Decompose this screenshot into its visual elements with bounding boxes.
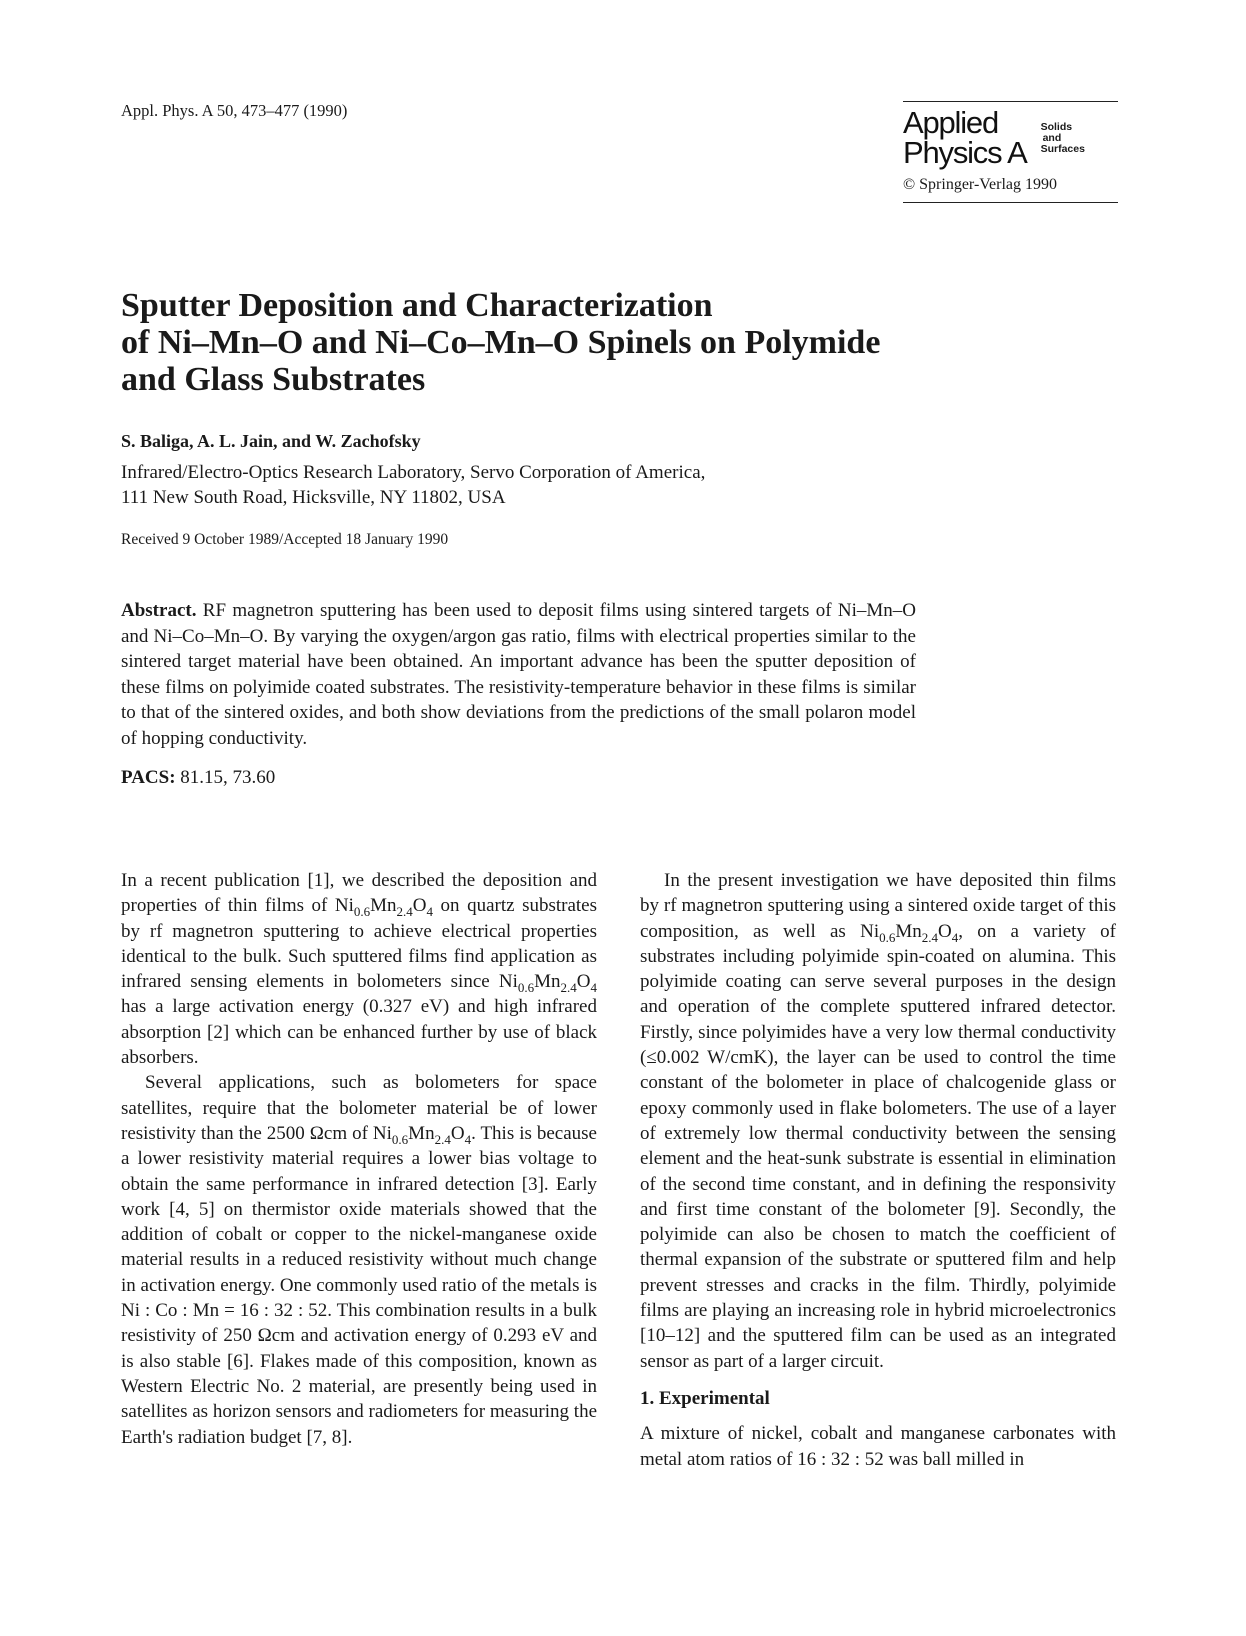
text-run: on quartz substrates by rf magnetron sputtering to achieve electrical properties identical to the bulk. Such sputtered films find application as infrared sensing elements in bolometers since xyxy=(121,895,598,993)
author-list: S. Baliga, A. L. Jain, and W. Zachofsky xyxy=(121,431,421,451)
journal-logo xyxy=(903,101,1118,203)
text-run: . This is because a lower resistivity material requires a lower bias voltage to obtain the same performance in infrared detection [3]. Early work [4, 5] on thermistor oxide materials showed that the addition of cobalt or copper to the nickel-manganese oxide material results in a reduced resistivity without much change in activation energy. One commonly used ratio of the metals is Ni : Co : Mn = 16 : 32 : 52. This combination results in a bulk resistivity of 250 Ωcm and activation energy of 0.293 eV and is also stable [6]. Flakes made of this composition, known as Western Electric No. 2 material, are presently being used in satellites as horizon sensors and radiometers for measuring the Earth's radiation budget [7, 8]. xyxy=(121,1122,597,1448)
received-dates: Received 9 October 1989/Accepted 18 January 1990 xyxy=(121,531,449,548)
affiliation-line-2: 111 New South Road, Hicksville, NY 11802, USA xyxy=(121,487,506,508)
paragraph xyxy=(121,1070,597,1449)
abstract-label: Abstract. xyxy=(121,600,197,621)
journal-section-word1: Solids xyxy=(1040,121,1073,133)
affiliation-line-1: Infrared/Electro-Optics Research Laboratory, Servo Corporation of America, xyxy=(121,462,706,483)
journal-logo-row xyxy=(903,105,1118,170)
abstract xyxy=(121,598,916,751)
text-run: Several applications, such as bolometers for space satellites, require that the bolometer material be of lower resistivity than the 2500 Ωcm of xyxy=(121,1072,597,1144)
paragraph: A mixture of nickel, cobalt and manganese carbonates with metal atom ratios of 16 : 32 : 52 was ball milled in xyxy=(640,1423,1116,1470)
abstract-text: RF magnetron sputtering has been used to deposit films using sintered targets of Ni–Mn–O and Ni–Co–Mn–O. By varying the oxygen/argon gas ratio, films with electrical properties similar to the sintered target material have been obtained. An important advance has been the sputter deposition of these films on polyimide coated substrates. The resistivity-temperature behavior in these films is similar to that of the sintered oxides, and both show deviations from the predictions of the small polaron model of hopping conductivity. xyxy=(121,600,916,749)
chemical-formula: $Ni_{0.6}Mn_{2.4}O_4$ xyxy=(372,1122,472,1147)
pacs-label: PACS: xyxy=(121,767,176,788)
text-run: has a large activation energy (0.327 eV) and high infrared absorption [2] which can be enhanced further by use of black absorbers. xyxy=(121,996,597,1069)
copyright-notice: © Springer-Verlag 1990 xyxy=(903,176,1058,193)
body-column-right xyxy=(640,868,1116,1472)
text-run: In a recent publication [1], we described the deposition and properties of thin films of xyxy=(121,870,597,917)
title-line-3: and Glass Substrates xyxy=(121,361,426,398)
body-column-left xyxy=(121,868,597,1450)
paragraph xyxy=(640,868,1116,1374)
chemical-formula: $Ni_{0.6}Mn_{2.4}O_4$ xyxy=(860,920,959,945)
journal-section-word2: and xyxy=(1042,132,1062,144)
paragraph xyxy=(121,868,597,1070)
chemical-formula: $Ni_{0.6}Mn_{2.4}O_4$ xyxy=(334,895,434,920)
journal-section xyxy=(1041,122,1085,155)
title-line-1: Sputter Deposition and Characterization xyxy=(121,287,713,324)
chemical-formula: $Ni_{0.6}Mn_{2.4}O_4$ xyxy=(498,971,598,995)
journal-section-word3: Surfaces xyxy=(1040,143,1085,155)
section-heading: 1. Experimental xyxy=(640,1387,770,1409)
journal-name-line2: Physics A xyxy=(903,135,1027,170)
text-run: In the present investigation we have deposited thin films by rf magnetron sputtering using a sintered oxide target of this composition, as well as xyxy=(640,870,1116,942)
journal-citation: Appl. Phys. A 50, 473–477 (1990) xyxy=(121,101,348,120)
pacs-codes xyxy=(121,767,275,789)
text-run: , on a variety of substrates including polyimide spin-coated on alumina. This polyimide coating can serve several purposes in the design and operation of the complete sputtered infrared detector. Firstly, since polyimides have a very low thermal conductivity (≤0.002 W/cmK), the layer can be used to control the time constant of the bolometer in place of chalcogenide glass or epoxy commonly used in flake bolometers. The use of a layer of extremely low thermal conductivity between the sensing element and the heat-sunk substrate is essential in elimination of the second time constant, and in defining the responsivity and first time constant of the bolometer [9]. Secondly, the polyimide can also be chosen to match the coefficient of thermal expansion of the substrate or sputtered film and help prevent stresses and cracks in the film. Thirdly, polyimide films are playing an increasing role in hybrid microelectronics [10–12] and the sputtered film can be used as an integrated sensor as part of a larger circuit. xyxy=(640,920,1117,1372)
affiliation xyxy=(121,460,705,510)
journal-name-line1: Applied xyxy=(903,105,999,140)
title-line-2: of Ni–Mn–O and Ni–Co–Mn–O Spinels on Polymide xyxy=(121,324,881,361)
journal-name xyxy=(903,105,1027,170)
pacs-value: 81.15, 73.60 xyxy=(180,767,276,788)
paper-title xyxy=(121,287,1021,398)
